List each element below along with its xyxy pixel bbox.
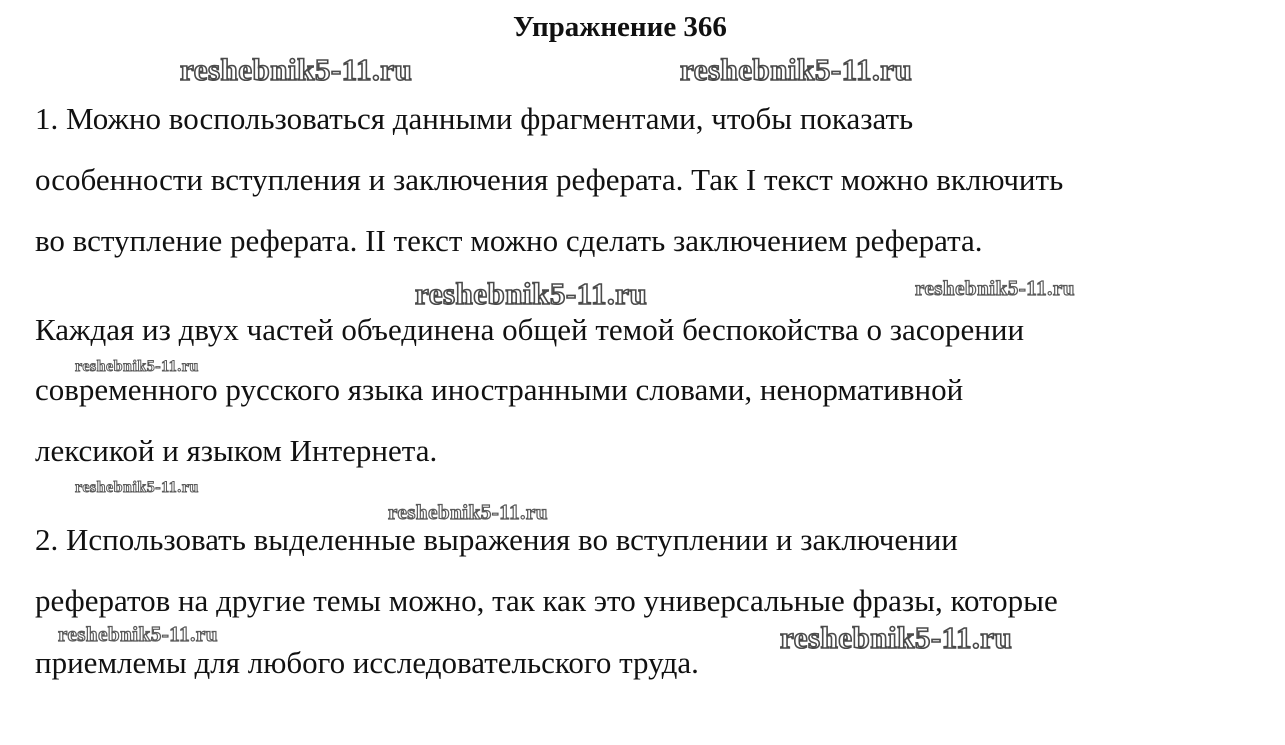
watermark: reshebnik5-11.ru [75, 358, 199, 375]
text-line: Каждая из двух частей объединена общей темой беспокойства о засорении [35, 312, 1025, 347]
watermark: reshebnik5-11.ru [58, 622, 218, 646]
watermark: reshebnik5-11.ru [680, 52, 913, 87]
text-line: 2. Использовать выделенные выражения во вступлении и заключении [35, 522, 958, 557]
text-line: особенности вступления и заключения реферата. Так I текст можно включить [35, 162, 1064, 197]
exercise-title: Упражнение 366 [513, 11, 727, 43]
watermark: reshebnik5-11.ru [915, 276, 1075, 300]
watermark: reshebnik5-11.ru [75, 479, 199, 496]
text-line: во вступление реферата. II текст можно сделать заключением реферата. [35, 223, 983, 258]
watermark: reshebnik5-11.ru [388, 500, 548, 524]
text-line: рефератов на другие темы можно, так как это универсальные фразы, которые [35, 583, 1058, 618]
watermark: reshebnik5-11.ru [415, 276, 648, 311]
text-line: приемлемы для любого исследовательского труда. [35, 645, 699, 680]
text-line: лексикой и языком Интернета. [35, 433, 438, 468]
text-line: современного русского языка иностранными словами, ненормативной [35, 372, 964, 407]
watermark: reshebnik5-11.ru [180, 52, 413, 87]
watermark: reshebnik5-11.ru [780, 620, 1013, 655]
text-line: 1. Можно воспользоваться данными фрагментами, чтобы показать [35, 101, 914, 136]
